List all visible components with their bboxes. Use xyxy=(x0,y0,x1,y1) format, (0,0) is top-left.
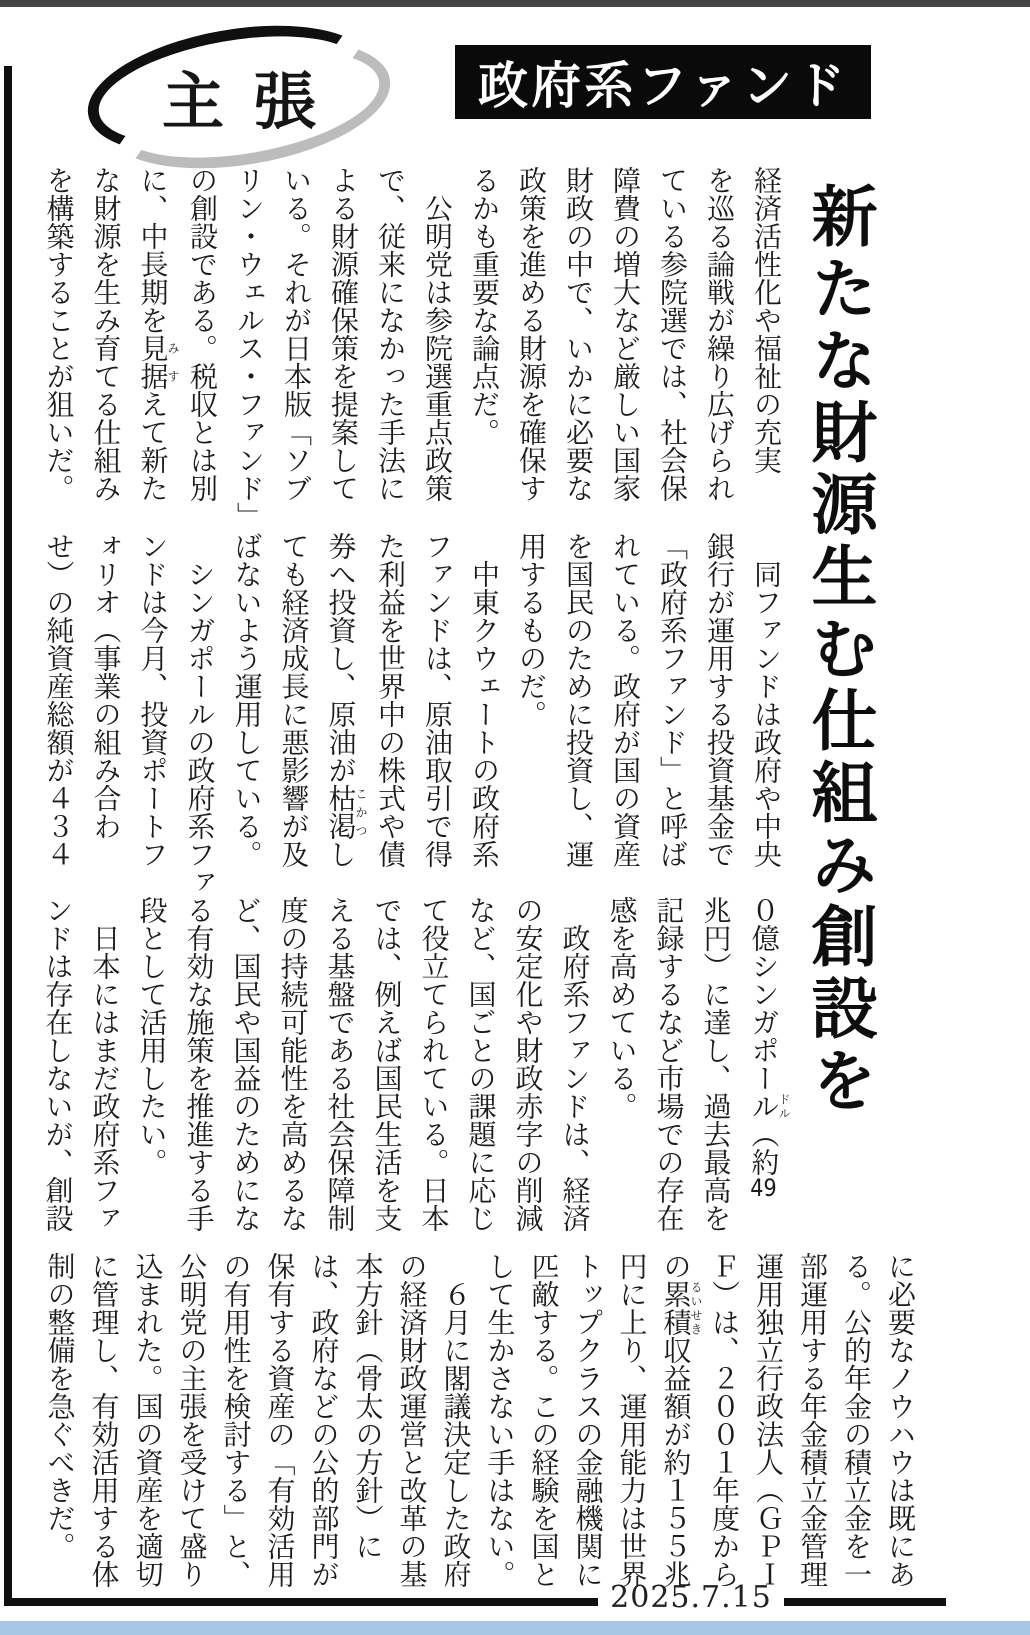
text-column: ど、国民や国益のためにな xyxy=(229,896,263,1232)
text-column: 部運用する年金積立金管理 xyxy=(796,1252,829,1588)
text-column: ６月に閣議決定した政府 xyxy=(439,1252,473,1588)
text-column: 政策を進める財源を確保す xyxy=(515,166,548,502)
text-column: る有効な施策を推進する手 xyxy=(182,896,216,1232)
article-band-1 xyxy=(38,166,790,530)
text-column: 円に上り、運用能力は世界 xyxy=(615,1252,649,1588)
text-column: に、中長期を見据みすえて新た xyxy=(136,166,180,502)
text-column: 日本にはまだ政府系ファ xyxy=(88,896,122,1232)
series-title-box xyxy=(455,45,871,119)
publication-date: 2025.7.15 xyxy=(610,1580,772,1615)
text-column: 記録するなど市場での存在 xyxy=(652,896,686,1232)
text-column: 「政府系ファンド」と呼ば xyxy=(656,532,689,868)
text-column: ている参院選では、社会保 xyxy=(656,166,689,502)
text-column: 度の持続可能性を高めるな xyxy=(276,896,310,1232)
article-band-3 xyxy=(38,896,790,1241)
text-column: ンドは存在しないが、創設 xyxy=(41,896,75,1232)
ruby-annotated-word: ルドル xyxy=(747,1092,791,1120)
text-column: ても経済成長に悪影響が及 xyxy=(277,532,311,868)
text-column: 公明党は参院選重点政策 xyxy=(421,166,454,502)
text-column: 感を高めている。 xyxy=(605,896,639,1120)
text-column: 券へ投資し、原油が枯渇こかつし xyxy=(324,532,368,868)
text-column: る。公的年金の積立金を一 xyxy=(840,1252,873,1588)
article-band-4 xyxy=(42,1252,922,1597)
text-column: の経済財政運営と改革の基 xyxy=(395,1252,429,1588)
editorial-badge xyxy=(86,30,392,152)
left-border-rule xyxy=(4,66,12,1606)
text-column: せ）の純資産総額が４３４ xyxy=(42,532,76,868)
text-column: いる。それが日本版「ソブ xyxy=(280,166,313,502)
editorial-badge-label: 主張 xyxy=(161,65,346,138)
text-column: える基盤である社会保障制 xyxy=(323,896,357,1232)
text-column: よる財源確保策を提案して xyxy=(327,166,360,502)
text-column: は、政府などの公的部門が xyxy=(307,1252,341,1588)
text-column: を構築することが狙いだ。 xyxy=(42,166,76,502)
text-column: の累積るいせき収益額が約１５５兆 xyxy=(659,1252,703,1588)
text-column: 政府系ファンドは、経済 xyxy=(558,896,592,1232)
top-border-rule xyxy=(0,0,1030,7)
text-column: 込まれた。国の資産を適切 xyxy=(131,1252,165,1588)
text-column: Ｆ）は、２００１年度から xyxy=(708,1252,741,1588)
text-column: な財源を生み育てる仕組み xyxy=(89,166,123,502)
text-column: るかも重要な論点だ。 xyxy=(468,166,501,446)
text-column: ０億シンガポールドル（約49 xyxy=(747,896,791,1200)
text-column: に必要なノウハウは既にあ xyxy=(884,1252,917,1588)
text-column: ォリオ（事業の組み合わ xyxy=(89,532,123,840)
article-band-2 xyxy=(38,532,790,896)
text-column: 本方針（骨太の方針）に xyxy=(351,1252,385,1560)
bottom-rule-right-segment xyxy=(784,1598,946,1606)
text-column: た利益を世界中の株式や債 xyxy=(374,532,407,868)
text-column: を巡る論戦が繰り広げられ xyxy=(703,166,736,502)
text-column: 公明党の主張を受けて盛り xyxy=(175,1252,209,1588)
article-headline: 新たな財源生む仕組み創設を xyxy=(800,182,878,1118)
ruby-annotated-word: 枯渇こかつ xyxy=(324,784,368,840)
text-column: リン・ウェルス・ファンド」 xyxy=(233,166,266,530)
text-column: て役立てられている。日本 xyxy=(417,896,451,1232)
text-column: では、例えば国民生活を支 xyxy=(370,896,404,1232)
text-column: シンガポールの政府系ファ xyxy=(183,532,217,896)
series-title-label: 政府系ファンド xyxy=(478,57,848,115)
bottom-rule-left-segment xyxy=(4,1598,598,1606)
text-column: 同ファンドは政府や中央 xyxy=(750,532,783,868)
text-column: の創設である。税収とは別 xyxy=(186,166,219,502)
text-column: 制の整備を急ぐべきだ。 xyxy=(43,1252,77,1560)
text-column: の有用性を検討する」と、 xyxy=(219,1252,253,1588)
text-column: 財政の中で、いかに必要な xyxy=(562,166,595,502)
text-column: 用するものだ。 xyxy=(515,532,548,728)
text-column: など、国ごとの課題に応じ xyxy=(464,896,498,1232)
text-column: 保有する資産の「有効活用 xyxy=(263,1252,297,1588)
text-column: 兆円）に達し、過去最高を xyxy=(699,896,733,1232)
ruby-annotated-word: 見据みす xyxy=(136,334,180,390)
bottom-blue-bar xyxy=(0,1621,1030,1635)
text-column: トップクラスの金融機関に xyxy=(571,1252,605,1588)
text-column: に管理し、有効活用する体 xyxy=(87,1252,121,1588)
text-column: れている。政府が国の資産 xyxy=(609,532,642,868)
text-column: で、従来になかった手法に xyxy=(374,166,407,502)
text-column: して生かさない手はない。 xyxy=(483,1252,517,1588)
text-column: 障費の増大など厳しい国家 xyxy=(609,166,642,502)
text-column: 銀行が運用する投資基金で xyxy=(703,532,736,868)
text-column: 匹敵する。この経験を国と xyxy=(527,1252,561,1588)
text-column: を国民のために投資し、運 xyxy=(562,532,595,868)
tate-chu-yoko: 49 xyxy=(750,1176,777,1200)
text-column: ンドは今月、投資ポートフ xyxy=(136,532,170,868)
text-column: 中東クウェートの政府系 xyxy=(468,532,501,868)
text-column: の安定化や財政赤字の削減 xyxy=(511,896,545,1232)
text-column: ファンドは、原油取引で得 xyxy=(421,532,454,868)
text-column: 経済活性化や福祉の充実 xyxy=(750,166,783,474)
text-column: 運用独立行政法人（ＧＰＩ xyxy=(752,1252,785,1588)
ruby-annotated-word: 累積るいせき xyxy=(659,1280,703,1336)
text-column: 段として活用したい。 xyxy=(135,896,169,1176)
text-column: ばないよう運用している。 xyxy=(230,532,264,868)
